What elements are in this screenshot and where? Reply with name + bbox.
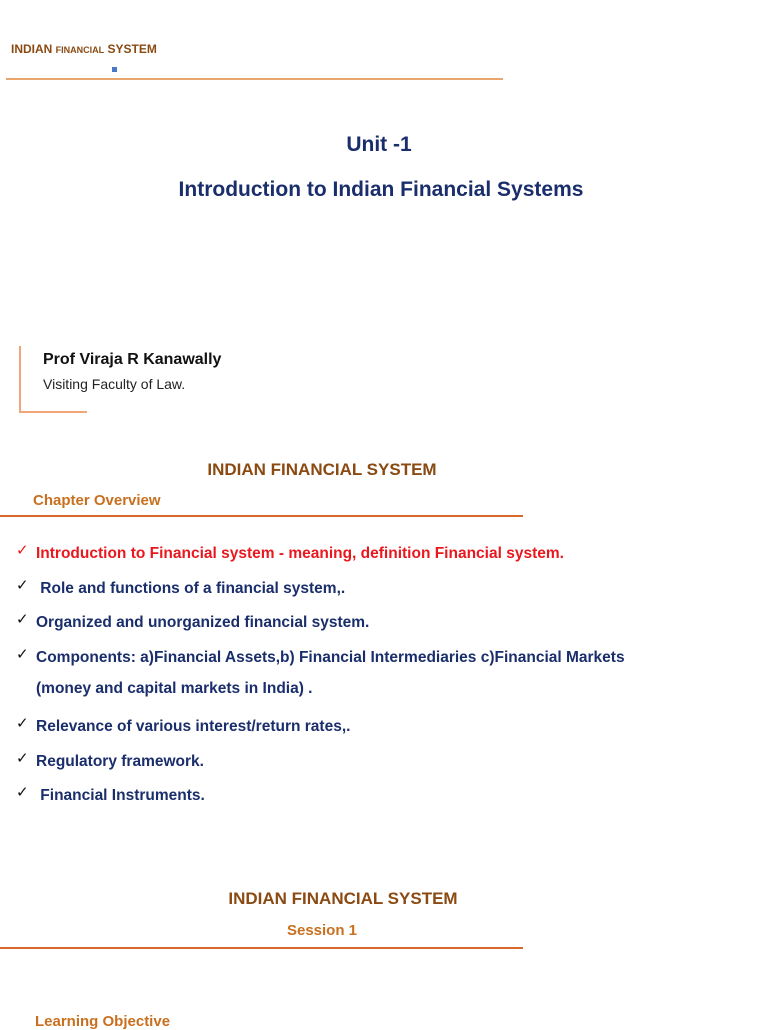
chapter-divider — [0, 515, 523, 517]
overview-item — [16, 783, 205, 805]
header-dot — [112, 67, 117, 72]
author-bracket-horizontal — [19, 411, 87, 413]
unit-title: Unit -1 — [346, 133, 412, 156]
overview-item-text: Regulatory framework. — [36, 753, 204, 770]
overview-item — [16, 576, 345, 598]
header-title-part2: FINANCIAL — [55, 45, 105, 55]
checkmark-icon: ✓ — [16, 611, 29, 628]
learning-objective-heading: Learning Objective — [35, 1013, 171, 1030]
overview-item-text: Financial Instruments. — [36, 787, 205, 804]
author-affiliation: Visiting Faculty of Law. — [43, 376, 186, 392]
overview-item-text: Organized and unorganized financial system. — [36, 614, 370, 631]
overview-item-text: Relevance of various interest/return rates,. — [36, 718, 351, 735]
author-bracket-vertical — [19, 346, 21, 413]
overview-item — [16, 749, 204, 771]
overview-item — [16, 541, 564, 563]
chapter-overview-label: Chapter Overview — [33, 492, 161, 509]
session-divider — [0, 947, 523, 949]
chapter-section-title: INDIAN FINANCIAL SYSTEM — [207, 460, 437, 479]
checkmark-icon: ✓ — [16, 750, 29, 767]
overview-item-text: Components: a)Financial Assets,b) Financial Intermediaries c)Financial Markets — [36, 649, 625, 666]
author-name: Prof Viraja R Kanawally — [43, 351, 222, 368]
header-title — [11, 42, 157, 56]
overview-item-continuation: (money and capital markets in India) . — [36, 680, 313, 697]
checkmark-icon: ✓ — [16, 715, 29, 732]
header-divider — [6, 78, 503, 80]
checkmark-icon: ✓ — [16, 542, 29, 559]
overview-item — [16, 610, 369, 632]
session-label: Session 1 — [286, 922, 358, 939]
overview-item-text: Role and functions of a financial system,. — [36, 580, 346, 597]
checkmark-icon: ✓ — [16, 784, 29, 801]
overview-item — [16, 645, 625, 667]
checkmark-icon: ✓ — [16, 577, 29, 594]
unit-heading: Introduction to Indian Financial Systems — [178, 178, 584, 201]
header-title-part1: INDIAN — [11, 42, 56, 56]
checkmark-icon: ✓ — [16, 646, 29, 663]
header-title-part3: SYSTEM — [104, 42, 157, 56]
session-section-title: INDIAN FINANCIAL SYSTEM — [228, 889, 458, 908]
overview-item — [16, 714, 350, 736]
overview-item-text: Introduction to Financial system - meaning, definition Financial system. — [36, 545, 564, 562]
